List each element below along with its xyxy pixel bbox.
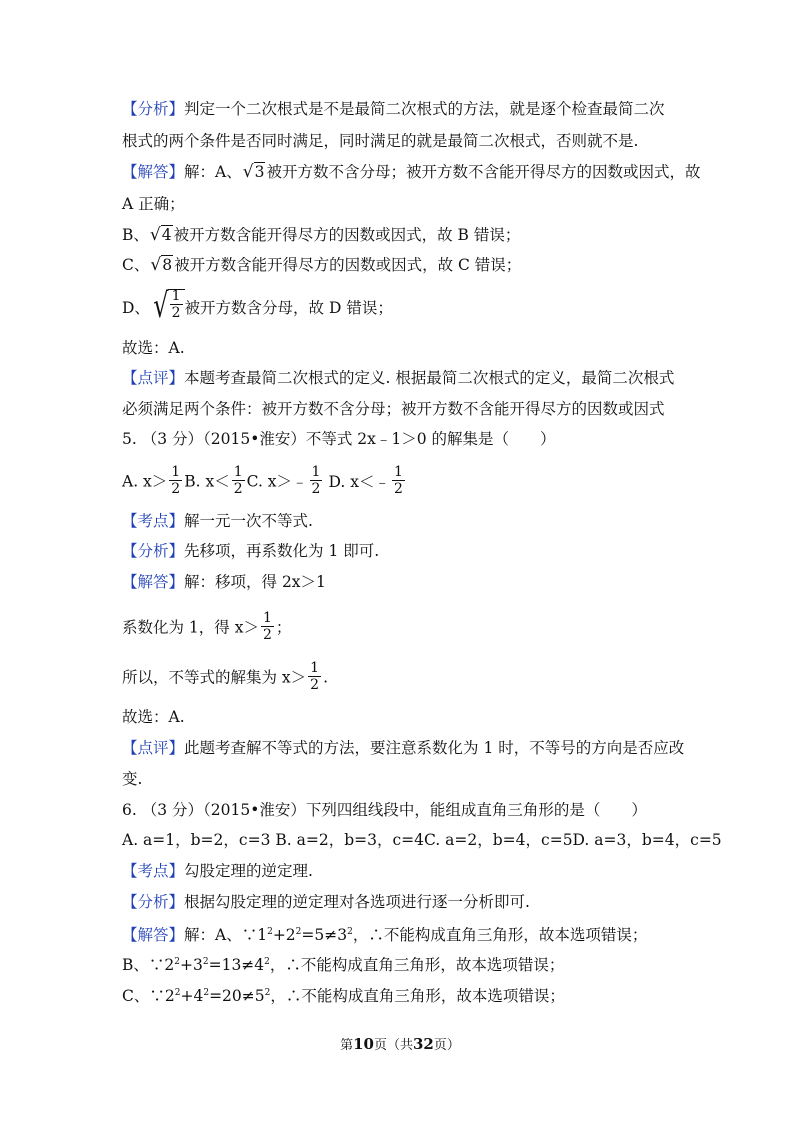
answer-text: B、 [122,226,149,244]
answer-text: 被开方数含能开得尽方的因数或因式，故 B 错误； [173,226,521,244]
fraction-half: $\frac{1}{2}$ [171,464,181,497]
answer-text: 所以，不等式的解集为 x＞ [122,668,307,687]
analysis-tag: 【分析】 [122,100,185,118]
analysis-text: 先移项，再系数化为 1 即可. [184,542,380,560]
option-b: B. x＜ [184,472,230,491]
superscript: 2 [203,988,210,998]
superscript: 2 [264,957,270,967]
options-text: A. a=1，b=2，c=3 B. a=2，b=3，c=4C. a=2，b=4，c=5D. a=3，b=4，c=5 [122,831,722,849]
q5-review-line1 [122,737,684,759]
fraction-half: $\frac{1}{2}$ [311,464,321,497]
choose-text: 故选：A. [122,708,185,726]
q6-answer-b [122,951,564,976]
q5-options [122,466,407,499]
analysis-text: 根据勾股定理的逆定理对各选项进行逐一分析即可. [184,893,530,911]
page-number: 10 [353,1035,374,1053]
q4-answer-c [122,254,521,276]
superscript: 2 [347,927,353,937]
answer-text: =5≠3 [301,926,348,944]
q5-answer [122,571,326,593]
answer-text: 被开方数含能开得尽方的因数或因式，故 C 错误； [174,256,522,274]
sqrt-expression: √4 [149,225,172,245]
question-stem: 6. （3 分）（2015•淮安）下列四组线段中，能组成直角三角形的是（ ） [122,801,647,819]
answer-text: =13≠4 [208,956,265,974]
answer-text: =20≠5 [209,987,265,1005]
answer-tag: 【解答】 [122,163,185,181]
review-tag: 【点评】 [122,739,185,757]
q6-answer-c [122,982,565,1007]
superscript: 2 [267,927,273,937]
answer-text: ，∴不能构成直角三角形，故本选项错误； [270,987,565,1005]
q5-stem [122,428,556,450]
q6-stem [122,799,647,821]
q4-analysis-line1 [122,98,665,120]
superscript: 2 [174,988,181,998]
question-stem: 5. （3 分）（2015•淮安）不等式 2x﹣1＞0 的解集是（ ） [122,430,556,448]
q5-step3 [122,662,328,695]
answer-text: ，∴不能构成直角三角形，故本选项错误； [352,926,648,944]
answer-text: . [323,668,329,687]
analysis-tag: 【分析】 [122,893,185,911]
q4-review-line2 [122,398,665,420]
footer-text: 页（共 [373,1038,413,1053]
q6-analysis [122,891,530,913]
answer-text: 解：A、∵1 [184,926,268,944]
q5-choose [122,706,185,728]
answer-text: B、∵2 [122,956,175,974]
review-tag: 【点评】 [122,369,185,387]
q4-choose [122,337,185,359]
page-total: 32 [413,1035,434,1053]
footer-text: 页） [433,1038,460,1053]
sqrt-expression: √8 [150,255,173,275]
option-c: C. x＞﹣ [246,472,308,491]
answer-text: 被开方数含分母，故 D 错误； [184,299,393,317]
answer-text: C、 [122,256,150,274]
answer-text: ； [275,618,292,637]
q5-review-line2 [122,768,142,790]
point-tag: 【考点】 [122,862,185,880]
q4-answer-a-line2 [122,193,185,215]
analysis-text: 根式的两个条件是否同时满足，同时满足的就是最简二次根式，否则就不是. [122,132,639,150]
q4-answer-a [122,161,700,183]
superscript: 2 [174,957,180,967]
q4-review-line1 [122,367,674,389]
fraction-half: $\frac{1}{2}$ [310,660,320,693]
answer-text: 解：移项，得 2x＞1 [184,573,326,591]
point-tag: 【考点】 [122,512,185,530]
q5-step2 [122,612,291,645]
option-d: D. x＜﹣ [328,472,390,491]
analysis-text: 判定一个二次根式是不是最简二次根式的方法，就是逐个检查最简二次 [184,100,665,118]
superscript: 2 [295,927,302,937]
answer-text: 系数化为 1，得 x＞ [122,618,259,637]
analysis-tag: 【分析】 [122,542,185,560]
answer-text: +2 [272,926,296,944]
answer-text: D、 [122,299,150,317]
fraction-half: $\frac{1}{2}$ [262,610,272,643]
review-text: 本题考查最简二次根式的定义. 根据最简二次根式的定义，最简二次根式 [184,369,675,387]
q6-point [122,860,313,882]
q6-answer-a [122,921,647,946]
q5-analysis [122,540,379,562]
superscript: 2 [202,957,209,967]
q4-answer-d [122,286,393,326]
choose-text: 故选：A. [122,339,185,357]
sqrt-expression: √3 [242,162,265,182]
fraction-half: $\frac{1}{2}$ [233,464,243,497]
q4-answer-b [122,224,520,246]
answer-tag: 【解答】 [122,926,185,944]
q6-options [122,829,722,851]
fraction-half: $\frac{1}{2}$ [393,464,403,497]
review-text: 变. [122,770,143,788]
answer-text: +4 [180,987,204,1005]
point-text: 解一元一次不等式. [184,512,313,530]
answer-text: A 正确； [122,195,185,213]
page-footer [0,1034,800,1053]
answer-text: 解：A、 [184,163,242,181]
option-a: A. x＞ [122,472,168,491]
superscript: 2 [264,988,271,998]
answer-text: 被开方数不含分母；被开方数不含能开得尽方的因数或因式，故 [266,163,701,181]
answer-text: +3 [180,956,203,974]
footer-text: 第 [340,1038,354,1053]
point-text: 勾股定理的逆定理. [184,862,313,880]
review-text: 必须满足两个条件：被开方数不含分母；被开方数不含能开得尽方的因数或因式 [122,400,665,418]
answer-text: ，∴不能构成直角三角形，故本选项错误； [269,956,565,974]
answer-text: C、∵2 [122,987,175,1005]
q5-point [122,510,313,532]
review-text: 此题考查解不等式的方法，要注意系数化为 1 时，不等号的方向是否应改 [184,739,685,757]
q4-analysis-line2 [122,130,638,152]
sqrt-fraction: √ $\frac{1}{2}$ [150,289,185,323]
answer-tag: 【解答】 [122,573,185,591]
